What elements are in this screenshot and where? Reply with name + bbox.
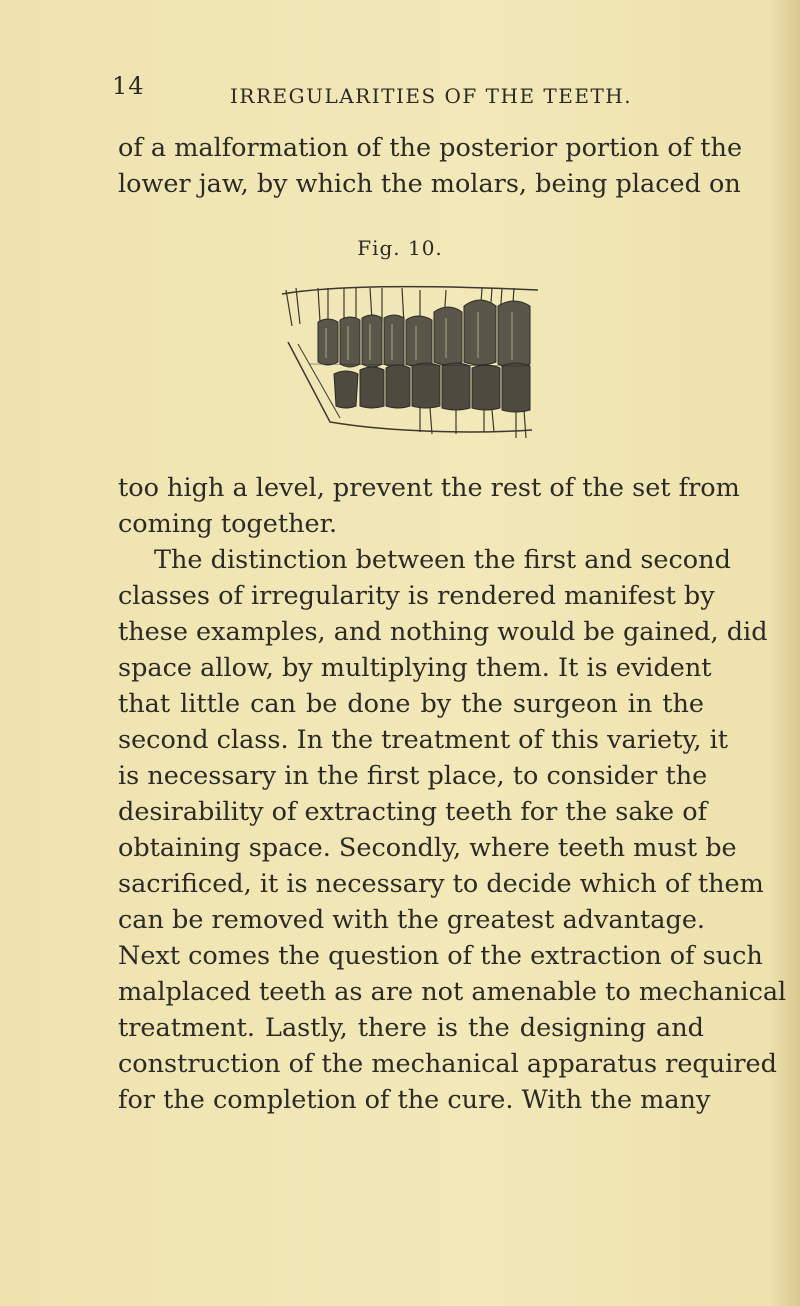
teeth-illustration (270, 282, 548, 444)
running-head: IRREGULARITIES OF THE TEETH. (230, 84, 633, 108)
text-line: these examples, and nothing would be gained, did (118, 617, 768, 647)
text-line: can be removed with the greatest advantage. (118, 905, 706, 935)
text-line: second class. In the treatment of this variety, it (118, 725, 729, 755)
text-line: desirability of extracting teeth for the sake of (118, 797, 708, 827)
text-line: treatment. Lastly, there is the designing and (118, 1013, 704, 1043)
paragraph-main (118, 470, 787, 1118)
paragraph-intro (118, 130, 743, 202)
text-line: lower jaw, by which the molars, being placed on (118, 169, 741, 199)
text-line: Next comes the question of the extraction of such (118, 941, 763, 971)
text-line: sacrificed, it is necessary to decide which of them (118, 869, 764, 899)
text-line: that little can be done by the surgeon in the (118, 689, 704, 719)
figure-caption: Fig. 10. (357, 236, 443, 260)
text-line: of a malformation of the posterior portion of the (118, 133, 743, 163)
teeth-engraving (270, 282, 548, 444)
text-line: obtaining space. Secondly, where teeth must be (118, 833, 737, 863)
text-line: space allow, by multiplying them. It is evident (118, 653, 712, 683)
text-line: construction of the mechanical apparatus required (118, 1049, 777, 1079)
text-line: is necessary in the first place, to consider the (118, 761, 708, 791)
text-line: malplaced teeth as are not amenable to mechanical (118, 977, 787, 1007)
text-line: coming together. (118, 509, 338, 539)
text-line: classes of irregularity is rendered manifest by (118, 581, 715, 611)
page-number: 14 (112, 72, 145, 100)
text-line: too high a level, prevent the rest of the set from (118, 473, 740, 503)
text-line: The distinction between the first and second (154, 545, 731, 575)
text-line: for the completion of the cure. With the many (118, 1085, 711, 1115)
